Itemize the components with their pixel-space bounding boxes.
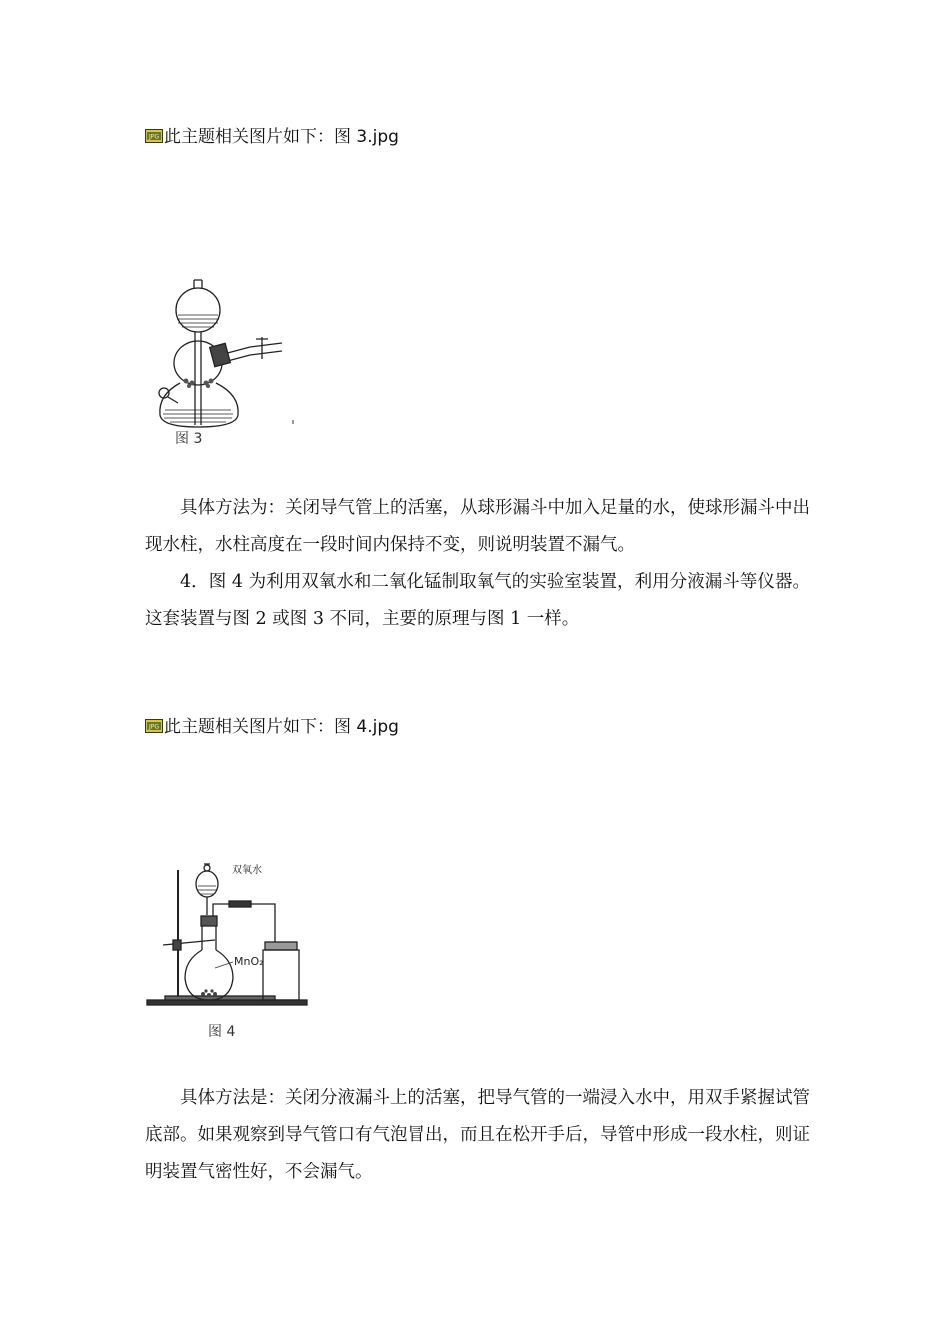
attachment-caption-text: 此主题相关图片如下：图 4.jpg — [164, 717, 399, 737]
figure-3-label: 图 3 — [175, 431, 203, 447]
mno2-label: MnO₂ — [234, 955, 264, 968]
figure-4-label: 图 4 — [208, 1024, 236, 1040]
h2o2-label: 双氧水 — [232, 865, 262, 876]
svg-text:JPG: JPG — [148, 133, 160, 141]
jpg-file-icon — [145, 719, 163, 733]
jpg-file-icon — [145, 129, 163, 143]
figure-4-oxygen-apparatus — [145, 860, 320, 1020]
method-paragraph-fig4: 具体方法是：关闭分液漏斗上的活塞，把导气管的一端浸入水中，用双手紧握试管底部。如果观察到导气管口有气泡冒出，而且在松开手后，导管中形成一段水柱，则证明装置气密性好，不会漏气。 — [145, 1088, 810, 1182]
attachment-caption-fig3[interactable] — [145, 126, 399, 148]
item-4-paragraph: 4．图 4 为利用双氧水和二氧化锰制取氧气的实验室装置，利用分液漏斗等仪器。这套装置与图 2 或图 3 不同，主要的原理与图 1 一样。 — [145, 572, 810, 629]
attachment-caption-fig4[interactable] — [145, 716, 399, 738]
svg-text:JPG: JPG — [148, 723, 160, 731]
attachment-caption-text: 此主题相关图片如下：图 3.jpg — [164, 127, 399, 147]
figure-3-kipp-apparatus — [150, 275, 310, 450]
method-paragraph-fig3: 具体方法为：关闭导气管上的活塞，从球形漏斗中加入足量的水，使球形漏斗中出现水柱，水柱高度在一段时间内保持不变，则说明装置不漏气。 — [145, 498, 810, 555]
